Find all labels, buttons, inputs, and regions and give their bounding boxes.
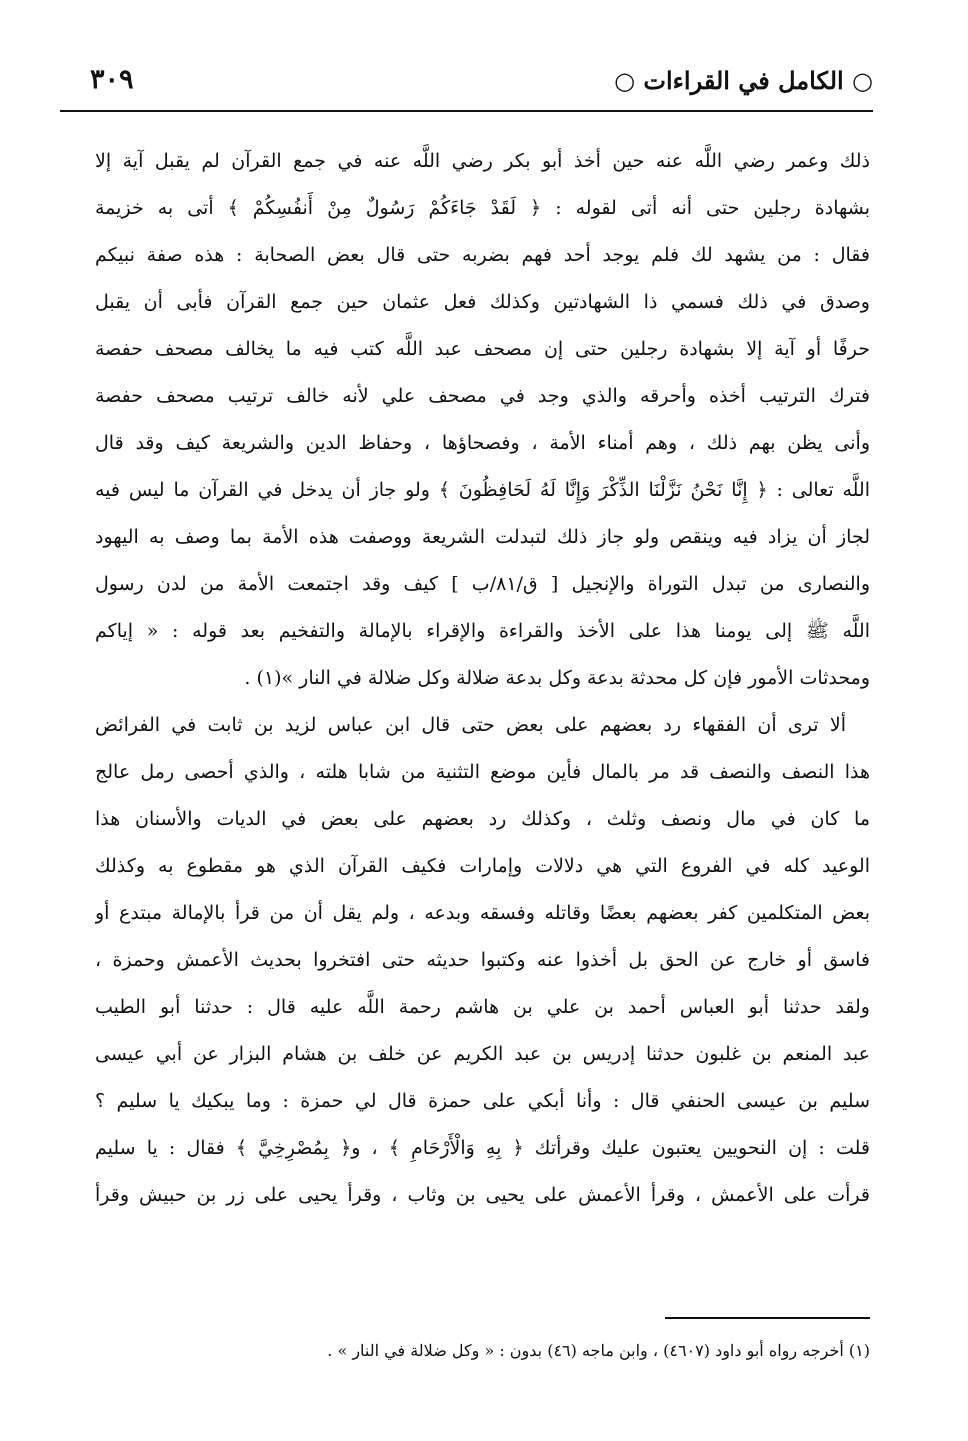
text-line: ذلك وعمر رضي اللَّه عنه حين أخذ أبو بكر رضي اللَّه عنه في جمع القرآن لم يقبل آية إلا bbox=[95, 150, 870, 172]
text-line: فقال : من يشهد لك فلم يوجد أحد فهم بضربه حتى قال بعض الصحابة : هذه صفة نبيكم bbox=[95, 244, 870, 266]
text-line: ولقد حدثنا أبو العباس أحمد بن علي بن هاشم رحمة اللَّه عليه قال : حدثنا أبو الطيب bbox=[95, 996, 870, 1018]
text-line: فاسق أو خارج عن الحق بل أخذوا عنه وكتبوا حديثه حتى افتخروا بحديث الأعمش وحمزة ، bbox=[95, 949, 870, 971]
footnote-divider bbox=[665, 1317, 870, 1319]
text-line: لجاز أن يزاد فيه وينقص ولو جاز ذلك لتبدلت الشريعة ووصفت هذه الأمة بما وصف به اليهود bbox=[95, 526, 870, 548]
text-line: وأنى يظن بهم ذلك ، وهم أمناء الأمة ، وفصحاؤها ، وحفاظ الدين والشريعة كيف وقد قال bbox=[95, 432, 870, 454]
text-line: عبد المنعم بن غلبون حدثنا إدريس بن عبد الكريم عن خلف بن هشام البزار عن أبي عيسى bbox=[95, 1043, 870, 1065]
text-line: والنصارى من تبدل التوراة والإنجيل [ ق/٨١/ب ] كيف وقد اجتمعت الأمة من لدن رسول bbox=[95, 573, 870, 595]
text-line: قلت : إن النحويين يعتبون عليك وقرأتك ﴿ بِهِ وَالْأَرْحَامِ ﴾ ، و﴿ بِمُصْرِخِيَّ ﴾ فقال : يا سليم bbox=[95, 1137, 870, 1159]
text-line: الوعيد كله في الفروع التي هي دلالات وإمارات فكيف القرآن الذي هو مقطوع به وكذلك bbox=[95, 855, 870, 877]
text-line: ما كان في مال ونصف وثلث ، وكذلك رد بعضهم على بعض في الديات والأسنان هذا bbox=[95, 808, 870, 830]
text-line: حرفًا أو آية إلا بشهادة رجلين حتى إن مصحف عبد اللَّه كتب فيه ما يخالف مصحف حفصة bbox=[95, 338, 870, 360]
paragraph-2 bbox=[95, 702, 870, 1219]
text-line: وصدق في ذلك فسمي ذا الشهادتين وكذلك فعل عثمان حين جمع القرآن فأبى أن يقبل bbox=[95, 291, 870, 313]
running-header bbox=[60, 58, 873, 112]
text-line: اللَّه تعالى : ﴿ إِنَّا نَحْنُ نَزَّلْنَا الذِّكْرَ وَإِنَّا لَهُ لَحَافِظُونَ ﴾ ولو جاز أن يدخل في القرآن ما ليس فيه bbox=[95, 479, 870, 501]
paragraph-1 bbox=[95, 138, 870, 702]
text-line: قرأت على الأعمش ، وقرأ الأعمش على يحيى بن وثاب ، وقرأ يحيى على زر بن حبيش وقرأ bbox=[95, 1184, 870, 1206]
text-line: هذا النصف والنصف قد مر بالمال فأين موضع التثنية من شابا هلته ، والذي أحصى رمل عالج bbox=[95, 761, 870, 783]
text-line: بعض المتكلمين كفر بعضهم بعضًا وقاتله وفسقه وبدعه ، ولم يقل أن من قرأ بالإمالة مبتدع أو bbox=[95, 902, 870, 924]
main-text bbox=[95, 138, 870, 1219]
text-line: اللَّه ﷺ إلى يومنا هذا على الأخذ والقراءة والإقراء بالإمالة والتفخيم بعد قوله : « إياكم bbox=[95, 620, 870, 642]
text-line: بشهادة رجلين حتى أنه أتى لقوله : ﴿ لَقَدْ جَاءَكُمْ رَسُولٌ مِنْ أَنفُسِكُمْ ﴾ أتى به خزيمة bbox=[95, 197, 870, 219]
page-number: ٣٠٩ bbox=[90, 64, 134, 95]
text-line: فترك الترتيب أخذه وأحرقه والذي وجد في مصحف علي لأنه خالف ترتيب مصحف حفصة bbox=[95, 385, 870, 407]
text-line: سليم بن عيسى الحنفي قال : وأنا أبكي على حمزة قال لي حمزة : وما يبكيك يا سليم ؟ bbox=[95, 1090, 870, 1112]
footnote: (١) أخرجه رواه أبو داود (٤٦٠٧) ، وابن ماجه (٤٦) بدون : « وكل ضلالة في النار » . bbox=[327, 1341, 870, 1360]
book-title: ○ الكامل في القراءات ○ bbox=[614, 66, 873, 95]
text-line: ألا ترى أن الفقهاء رد بعضهم على بعض حتى قال ابن عباس لزيد بن ثابت في الفرائض bbox=[95, 714, 846, 736]
text-line: ومحدثات الأمور فإن كل محدثة بدعة وكل بدعة ضلالة وكل ضلالة في النار »(١) . bbox=[244, 667, 870, 689]
